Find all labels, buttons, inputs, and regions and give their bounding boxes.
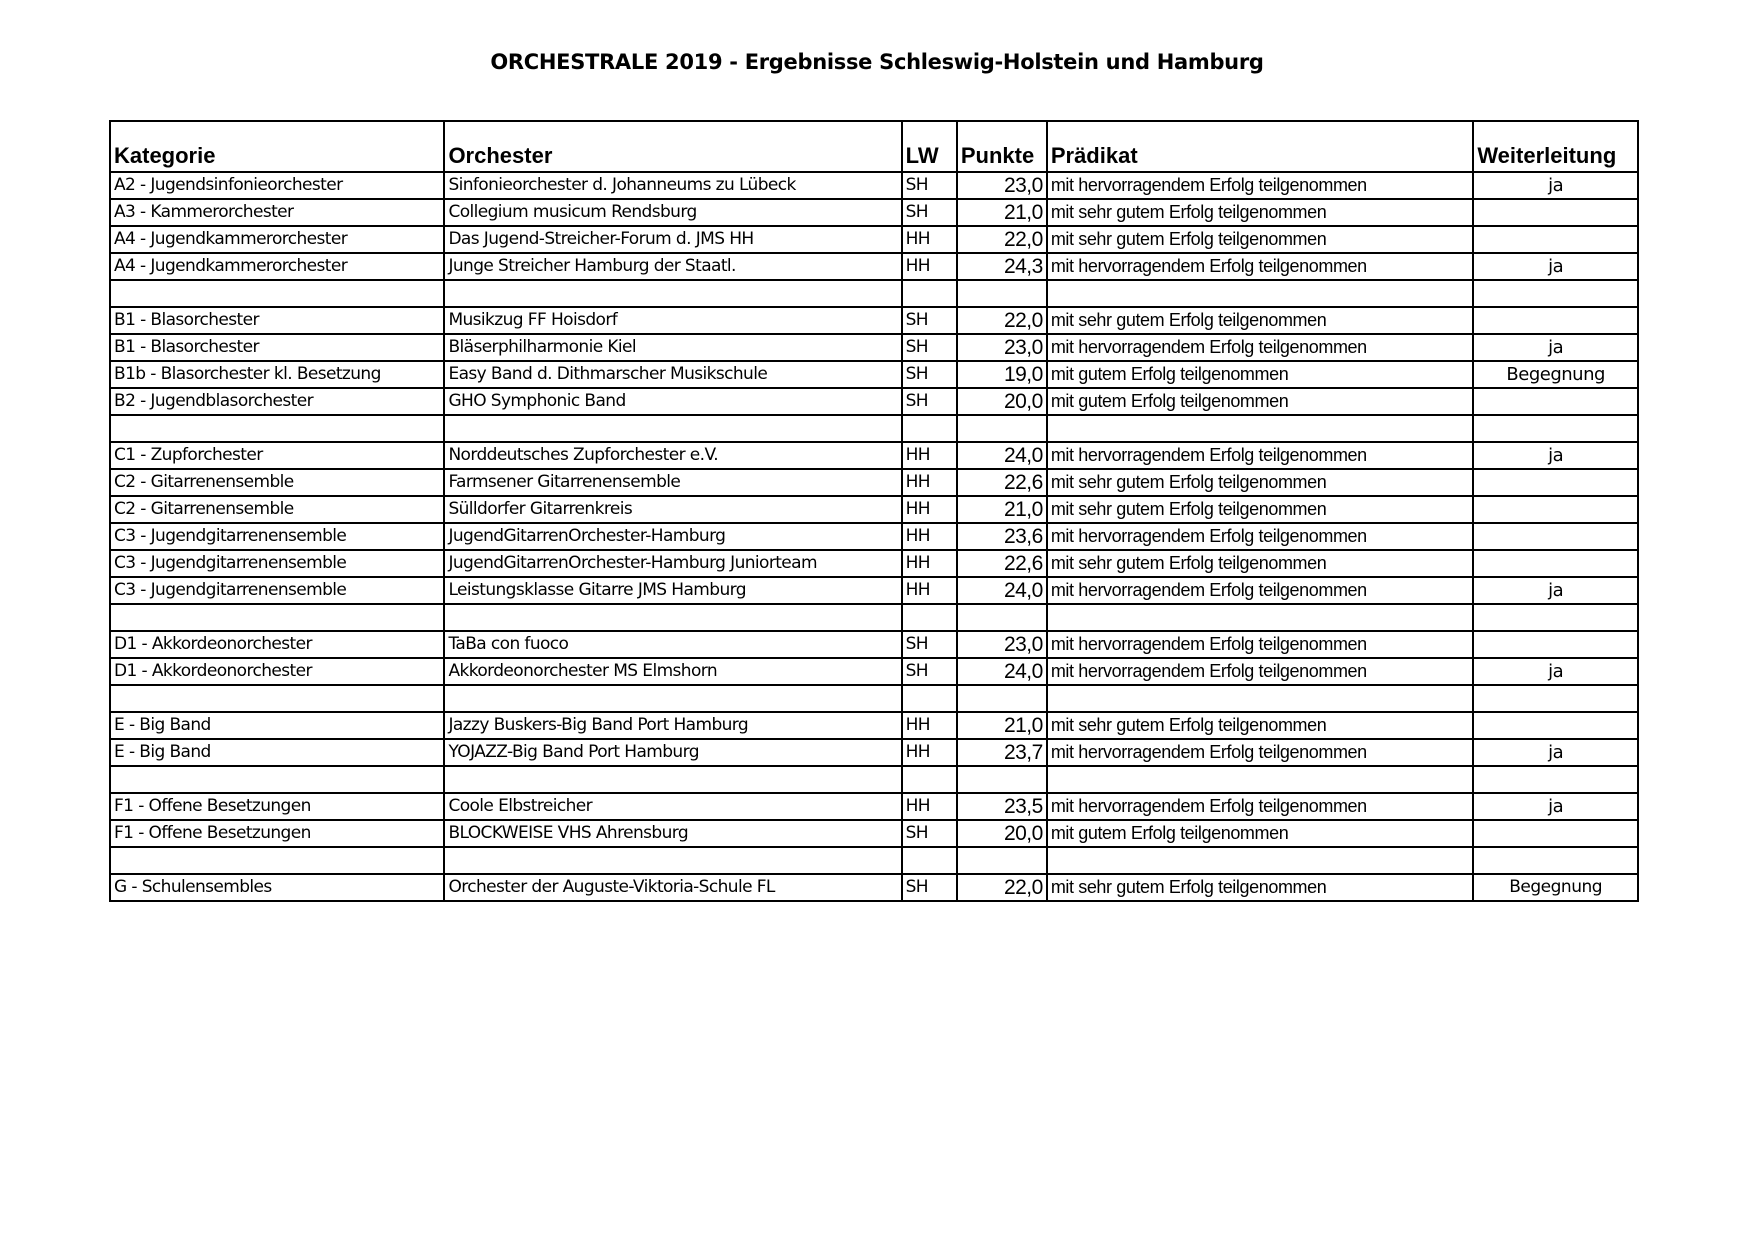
table-row [110, 793, 1638, 820]
cell-praedikat: mit gutem Erfolg teilgenommen [1047, 820, 1473, 847]
cell-kategorie: B1 - Blasorchester [110, 307, 444, 334]
cell-orchester: Akkordeonorchester MS Elmshorn [444, 658, 901, 685]
document-title: ORCHESTRALE 2019 - Ergebnisse Schleswig-Holstein und Hamburg [490, 50, 1264, 74]
cell-orchester: YOJAZZ-Big Band Port Hamburg [444, 739, 901, 766]
cell-weiterleitung: ja [1473, 253, 1638, 280]
cell-weiterleitung [1473, 604, 1638, 631]
cell-lw: SH [902, 658, 957, 685]
cell-kategorie: B1b - Blasorchester kl. Besetzung [110, 361, 444, 388]
cell-lw: SH [902, 820, 957, 847]
cell-orchester [444, 847, 901, 874]
cell-punkte: 23,5 [957, 793, 1047, 820]
cell-orchester: Musikzug FF Hoisdorf [444, 307, 901, 334]
cell-punkte [957, 604, 1047, 631]
cell-punkte: 22,6 [957, 469, 1047, 496]
cell-punkte: 24,0 [957, 577, 1047, 604]
cell-kategorie: A4 - Jugendkammerorchester [110, 253, 444, 280]
header-kategorie: Kategorie [110, 121, 444, 172]
cell-punkte: 22,6 [957, 550, 1047, 577]
cell-weiterleitung: Begegnung [1473, 874, 1638, 901]
cell-kategorie: B2 - Jugendblasorchester [110, 388, 444, 415]
table-row [110, 199, 1638, 226]
cell-weiterleitung: ja [1473, 334, 1638, 361]
cell-orchester: Norddeutsches Zupforchester e.V. [444, 442, 901, 469]
cell-kategorie: A4 - Jugendkammerorchester [110, 226, 444, 253]
cell-lw [902, 766, 957, 793]
table-row [110, 388, 1638, 415]
cell-lw: HH [902, 253, 957, 280]
cell-orchester [444, 685, 901, 712]
cell-praedikat: mit hervorragendem Erfolg teilgenommen [1047, 793, 1473, 820]
cell-orchester: TaBa con fuoco [444, 631, 901, 658]
cell-praedikat: mit hervorragendem Erfolg teilgenommen [1047, 523, 1473, 550]
cell-praedikat: mit hervorragendem Erfolg teilgenommen [1047, 253, 1473, 280]
cell-orchester: Coole Elbstreicher [444, 793, 901, 820]
cell-lw: HH [902, 226, 957, 253]
cell-praedikat: mit gutem Erfolg teilgenommen [1047, 361, 1473, 388]
cell-punkte: 21,0 [957, 199, 1047, 226]
cell-lw: HH [902, 739, 957, 766]
cell-orchester: JugendGitarrenOrchester-Hamburg [444, 523, 901, 550]
header-punkte: Punkte [957, 121, 1047, 172]
cell-orchester: Sülldorfer Gitarrenkreis [444, 496, 901, 523]
cell-lw: SH [902, 334, 957, 361]
cell-weiterleitung [1473, 631, 1638, 658]
cell-kategorie: C1 - Zupforchester [110, 442, 444, 469]
table-row [110, 739, 1638, 766]
table-row [110, 631, 1638, 658]
cell-praedikat: mit hervorragendem Erfolg teilgenommen [1047, 631, 1473, 658]
cell-punkte: 21,0 [957, 712, 1047, 739]
cell-orchester: Das Jugend-Streicher-Forum d. JMS HH [444, 226, 901, 253]
cell-lw: HH [902, 793, 957, 820]
cell-praedikat: mit hervorragendem Erfolg teilgenommen [1047, 334, 1473, 361]
table-body [110, 172, 1638, 901]
cell-punkte: 24,3 [957, 253, 1047, 280]
cell-orchester: Easy Band d. Dithmarscher Musikschule [444, 361, 901, 388]
cell-kategorie: C2 - Gitarrenensemble [110, 469, 444, 496]
cell-lw: SH [902, 631, 957, 658]
cell-praedikat [1047, 847, 1473, 874]
table-row [110, 874, 1638, 901]
cell-lw: SH [902, 874, 957, 901]
cell-lw [902, 415, 957, 442]
header-lw: LW [902, 121, 957, 172]
table-row [110, 226, 1638, 253]
cell-kategorie [110, 415, 444, 442]
cell-kategorie [110, 280, 444, 307]
cell-orchester: Collegium musicum Rendsburg [444, 199, 901, 226]
cell-weiterleitung [1473, 280, 1638, 307]
cell-kategorie: C3 - Jugendgitarrenensemble [110, 523, 444, 550]
cell-weiterleitung [1473, 469, 1638, 496]
cell-orchester: Bläserphilharmonie Kiel [444, 334, 901, 361]
table-spacer-row [110, 766, 1638, 793]
cell-praedikat: mit sehr gutem Erfolg teilgenommen [1047, 712, 1473, 739]
cell-praedikat: mit hervorragendem Erfolg teilgenommen [1047, 739, 1473, 766]
cell-weiterleitung [1473, 415, 1638, 442]
cell-weiterleitung [1473, 712, 1638, 739]
cell-orchester [444, 766, 901, 793]
cell-praedikat: mit sehr gutem Erfolg teilgenommen [1047, 226, 1473, 253]
cell-orchester: Farmsener Gitarrenensemble [444, 469, 901, 496]
table-row [110, 496, 1638, 523]
cell-weiterleitung [1473, 847, 1638, 874]
table-row [110, 712, 1638, 739]
cell-orchester: BLOCKWEISE VHS Ahrensburg [444, 820, 901, 847]
cell-lw: SH [902, 388, 957, 415]
cell-kategorie: C2 - Gitarrenensemble [110, 496, 444, 523]
cell-punkte: 23,0 [957, 334, 1047, 361]
cell-praedikat [1047, 415, 1473, 442]
cell-praedikat: mit sehr gutem Erfolg teilgenommen [1047, 199, 1473, 226]
cell-kategorie: B1 - Blasorchester [110, 334, 444, 361]
cell-lw: SH [902, 199, 957, 226]
cell-orchester: Leistungsklasse Gitarre JMS Hamburg [444, 577, 901, 604]
cell-praedikat [1047, 604, 1473, 631]
cell-praedikat: mit hervorragendem Erfolg teilgenommen [1047, 658, 1473, 685]
table-row [110, 361, 1638, 388]
cell-kategorie: F1 - Offene Besetzungen [110, 820, 444, 847]
cell-lw: HH [902, 550, 957, 577]
cell-praedikat: mit hervorragendem Erfolg teilgenommen [1047, 577, 1473, 604]
cell-praedikat [1047, 280, 1473, 307]
cell-weiterleitung: ja [1473, 442, 1638, 469]
table-row [110, 334, 1638, 361]
cell-punkte [957, 766, 1047, 793]
table-row [110, 307, 1638, 334]
cell-praedikat: mit sehr gutem Erfolg teilgenommen [1047, 550, 1473, 577]
cell-weiterleitung [1473, 199, 1638, 226]
cell-punkte: 23,0 [957, 631, 1047, 658]
table-row [110, 550, 1638, 577]
cell-lw: HH [902, 577, 957, 604]
table-header-row [110, 121, 1638, 172]
cell-punkte: 19,0 [957, 361, 1047, 388]
table-spacer-row [110, 415, 1638, 442]
cell-kategorie [110, 685, 444, 712]
cell-praedikat: mit sehr gutem Erfolg teilgenommen [1047, 469, 1473, 496]
cell-kategorie: C3 - Jugendgitarrenensemble [110, 577, 444, 604]
cell-lw [902, 604, 957, 631]
cell-weiterleitung [1473, 820, 1638, 847]
cell-lw: HH [902, 523, 957, 550]
cell-punkte: 23,7 [957, 739, 1047, 766]
table-row [110, 577, 1638, 604]
cell-punkte [957, 685, 1047, 712]
cell-orchester: Junge Streicher Hamburg der Staatl. [444, 253, 901, 280]
header-praedikat: Prädikat [1047, 121, 1473, 172]
table-row [110, 658, 1638, 685]
cell-lw: HH [902, 712, 957, 739]
cell-punkte [957, 415, 1047, 442]
cell-punkte: 23,6 [957, 523, 1047, 550]
cell-punkte: 22,0 [957, 307, 1047, 334]
cell-lw: SH [902, 172, 957, 199]
cell-punkte: 22,0 [957, 874, 1047, 901]
cell-punkte: 23,0 [957, 172, 1047, 199]
table-spacer-row [110, 280, 1638, 307]
cell-punkte: 24,0 [957, 442, 1047, 469]
cell-kategorie [110, 766, 444, 793]
cell-kategorie: D1 - Akkordeonorchester [110, 658, 444, 685]
cell-kategorie: E - Big Band [110, 712, 444, 739]
cell-kategorie [110, 847, 444, 874]
cell-weiterleitung: ja [1473, 172, 1638, 199]
cell-lw: HH [902, 496, 957, 523]
cell-lw: HH [902, 469, 957, 496]
table-row [110, 442, 1638, 469]
cell-weiterleitung [1473, 307, 1638, 334]
cell-punkte: 21,0 [957, 496, 1047, 523]
cell-praedikat: mit sehr gutem Erfolg teilgenommen [1047, 496, 1473, 523]
cell-lw: SH [902, 361, 957, 388]
cell-weiterleitung [1473, 766, 1638, 793]
results-table [109, 120, 1639, 902]
header-orchester: Orchester [444, 121, 901, 172]
cell-punkte: 20,0 [957, 820, 1047, 847]
cell-weiterleitung [1473, 496, 1638, 523]
cell-kategorie: G - Schulensembles [110, 874, 444, 901]
table-row [110, 253, 1638, 280]
cell-punkte [957, 280, 1047, 307]
cell-orchester: GHO Symphonic Band [444, 388, 901, 415]
cell-kategorie: A3 - Kammerorchester [110, 199, 444, 226]
cell-weiterleitung [1473, 388, 1638, 415]
cell-praedikat: mit hervorragendem Erfolg teilgenommen [1047, 172, 1473, 199]
table-row [110, 523, 1638, 550]
table-row [110, 172, 1638, 199]
cell-orchester [444, 415, 901, 442]
cell-kategorie: C3 - Jugendgitarrenensemble [110, 550, 444, 577]
cell-praedikat: mit sehr gutem Erfolg teilgenommen [1047, 874, 1473, 901]
cell-orchester: Orchester der Auguste-Viktoria-Schule FL [444, 874, 901, 901]
cell-kategorie: E - Big Band [110, 739, 444, 766]
table-spacer-row [110, 847, 1638, 874]
cell-lw [902, 685, 957, 712]
cell-orchester: Sinfonieorchester d. Johanneums zu Lübeck [444, 172, 901, 199]
cell-praedikat: mit hervorragendem Erfolg teilgenommen [1047, 442, 1473, 469]
cell-punkte: 22,0 [957, 226, 1047, 253]
cell-orchester [444, 280, 901, 307]
cell-punkte: 20,0 [957, 388, 1047, 415]
cell-weiterleitung: ja [1473, 577, 1638, 604]
cell-weiterleitung [1473, 523, 1638, 550]
cell-praedikat [1047, 685, 1473, 712]
table-row [110, 820, 1638, 847]
table-row [110, 469, 1638, 496]
cell-weiterleitung: Begegnung [1473, 361, 1638, 388]
cell-lw [902, 847, 957, 874]
table-spacer-row [110, 604, 1638, 631]
cell-praedikat [1047, 766, 1473, 793]
table-spacer-row [110, 685, 1638, 712]
cell-weiterleitung [1473, 226, 1638, 253]
cell-weiterleitung: ja [1473, 658, 1638, 685]
cell-lw: HH [902, 442, 957, 469]
cell-orchester [444, 604, 901, 631]
cell-lw: SH [902, 307, 957, 334]
cell-kategorie [110, 604, 444, 631]
cell-kategorie: A2 - Jugendsinfonieorchester [110, 172, 444, 199]
cell-kategorie: D1 - Akkordeonorchester [110, 631, 444, 658]
cell-praedikat: mit sehr gutem Erfolg teilgenommen [1047, 307, 1473, 334]
cell-weiterleitung: ja [1473, 793, 1638, 820]
cell-weiterleitung: ja [1473, 739, 1638, 766]
header-weiterleitung: Weiterleitung [1473, 121, 1638, 172]
cell-kategorie: F1 - Offene Besetzungen [110, 793, 444, 820]
cell-praedikat: mit gutem Erfolg teilgenommen [1047, 388, 1473, 415]
cell-orchester: Jazzy Buskers-Big Band Port Hamburg [444, 712, 901, 739]
cell-punkte: 24,0 [957, 658, 1047, 685]
cell-weiterleitung [1473, 685, 1638, 712]
cell-weiterleitung [1473, 550, 1638, 577]
cell-punkte [957, 847, 1047, 874]
cell-orchester: JugendGitarrenOrchester-Hamburg Juniorteam [444, 550, 901, 577]
cell-lw [902, 280, 957, 307]
